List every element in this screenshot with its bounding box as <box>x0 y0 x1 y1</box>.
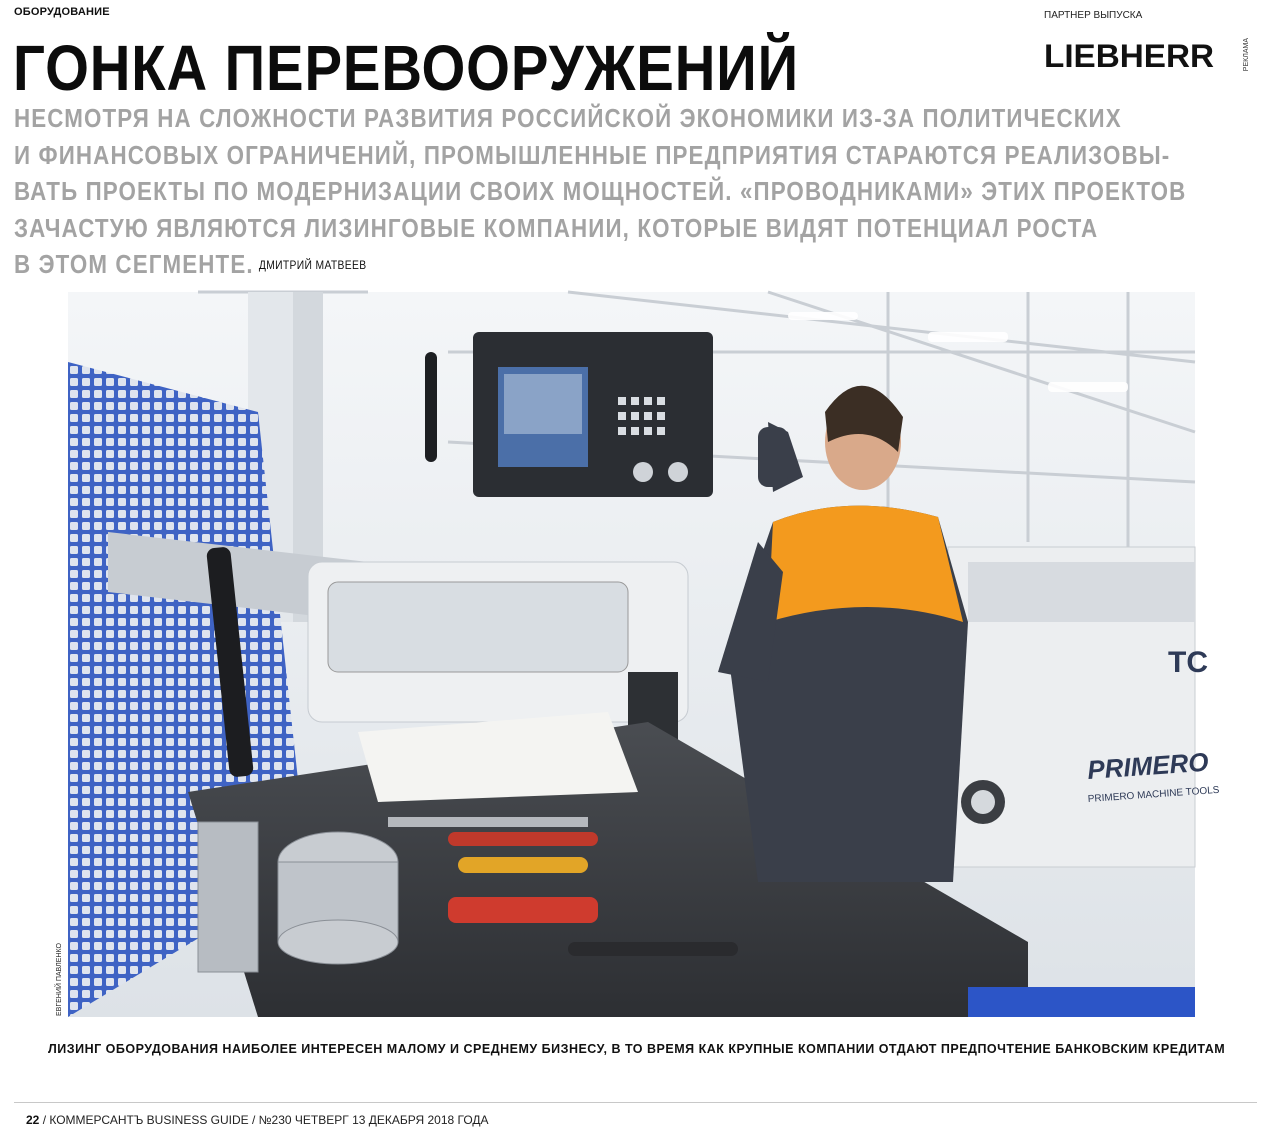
article-photo <box>68 292 1220 1017</box>
lead-line: НЕСМОТРЯ НА СЛОЖНОСТИ РАЗВИТИЯ РОССИЙСКОЙ ЭКОНОМИКИ ИЗ-ЗА ПОЛИТИЧЕСКИХ <box>14 103 1122 133</box>
ad-label: РЕКЛАМА <box>1243 38 1250 72</box>
lead-line-last <box>14 246 1089 284</box>
partner-label: ПАРТНЕР ВЫПУСКА <box>1044 10 1143 21</box>
footer-publication: / КОММЕРСАНТЪ BUSINESS GUIDE / №230 ЧЕТВЕРГ 13 ДЕКАБРЯ 2018 ГОДА <box>39 1113 489 1127</box>
liebherr-logo <box>1044 38 1216 72</box>
svg-text:PRIMERO MACHINE TOOLS: PRIMERO MACHINE TOOLS <box>1087 784 1220 805</box>
article-lead <box>14 100 1187 284</box>
page-footer <box>26 1113 489 1127</box>
photo-caption: ЛИЗИНГ ОБОРУДОВАНИЯ НАИБОЛЕЕ ИНТЕРЕСЕН МАЛОМУ И СРЕДНЕМУ БИЗНЕСУ, В ТО ВРЕМЯ КАК КРУПНЫЕ КОМПАНИИ ОТДАЮТ ПРЕДПОЧТЕНИЕ БАНКОВСКИМ КРЕДИТАМ <box>48 1042 1226 1056</box>
lead-line: ВАТЬ ПРОЕКТЫ ПО МОДЕРНИЗАЦИИ СВОИХ МОЩНОСТЕЙ. «ПРОВОДНИКАМИ» ЭТИХ ПРОЕКТОВ <box>14 176 1187 206</box>
lead-line: ЗАЧАСТУЮ ЯВЛЯЮТСЯ ЛИЗИНГОВЫЕ КОМПАНИИ, КОТОРЫЕ ВИДЯТ ПОТЕНЦИАЛ РОСТА <box>14 212 1099 243</box>
photo-credit: ЕВГЕНИЙ ПАВЛЕНКО <box>56 943 63 1016</box>
logo-text: LIEBHERR <box>1044 38 1214 74</box>
lead-line-text: В ЭТОМ СЕГМЕНТЕ. <box>14 249 254 279</box>
svg-text:PRIMERO: PRIMERO <box>1086 746 1210 785</box>
lead-line: И ФИНАНСОВЫХ ОГРАНИЧЕНИЙ, ПРОМЫШЛЕННЫЕ ПРЕДПРИЯТИЯ СТАРАЮТСЯ РЕАЛИЗОВЫ- <box>14 139 1171 170</box>
footer-rule <box>14 1102 1257 1103</box>
article-title: ГОНКА ПЕРЕВООРУЖЕНИЙ <box>13 32 799 104</box>
author-byline: ДМИТРИЙ МАТВЕЕВ <box>258 258 367 272</box>
page-number: 22 <box>26 1113 40 1127</box>
svg-text:TC: TC <box>1168 646 1208 679</box>
section-label: ОБОРУДОВАНИЕ <box>14 6 110 18</box>
